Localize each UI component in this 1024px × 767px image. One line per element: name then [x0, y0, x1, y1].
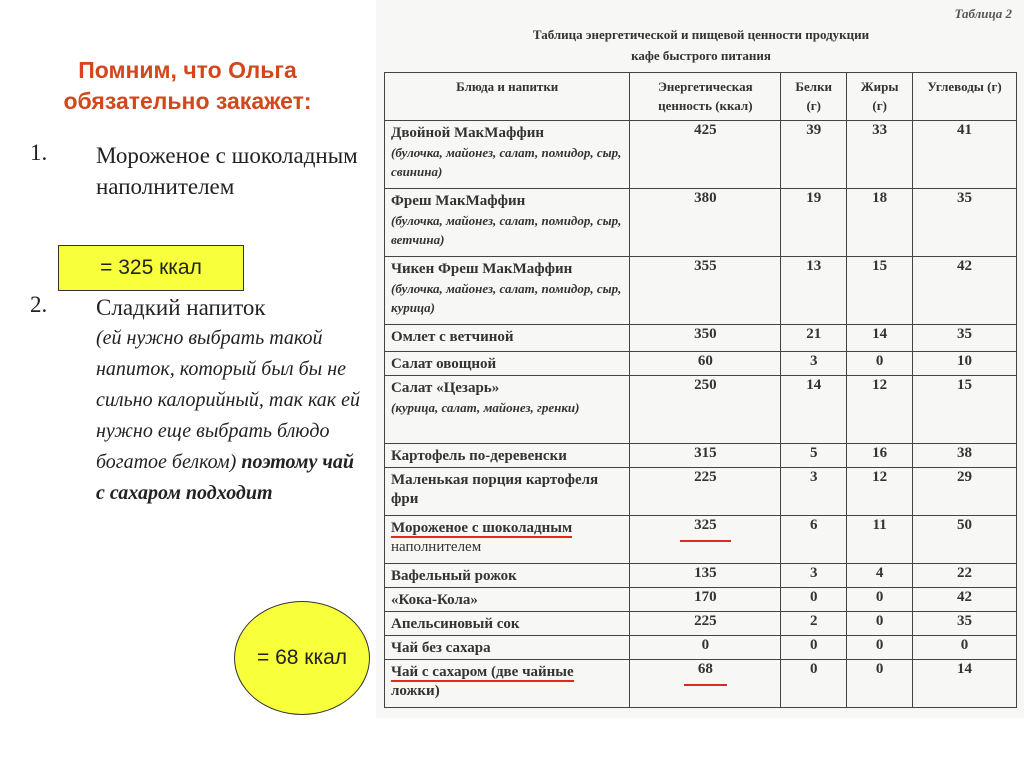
energy-value: 0	[701, 637, 710, 653]
row-name	[391, 257, 623, 279]
cell-fat: 4	[847, 564, 913, 588]
row-name	[391, 660, 623, 682]
energy-value: 135	[694, 565, 717, 581]
table-header-row	[385, 73, 1017, 121]
table-row	[385, 257, 1017, 325]
cell-protein: 3	[781, 468, 847, 516]
energy-value: 68	[684, 660, 727, 686]
row-name	[391, 612, 623, 634]
cell-carbs: 0	[913, 636, 1017, 660]
energy-value: 60	[697, 353, 713, 369]
header-fat: Жиры (г)	[847, 73, 913, 121]
cell-energy	[630, 257, 781, 325]
row-name	[391, 516, 623, 538]
calories-circle-tea: = 68 ккал	[234, 601, 370, 715]
note-text: (ей нужно выбрать такой напиток, который был бы не сильно калорийный, так как ей нужно еще выбрать блюдо богатое белком)	[96, 327, 361, 473]
cell-protein: 21	[781, 325, 847, 352]
cell-carbs: 35	[913, 189, 1017, 257]
row-name-text: Мороженое с шоколадным	[391, 520, 573, 536]
cell-dish	[385, 352, 630, 376]
row-name-text: «Кока-Кола»	[391, 592, 478, 608]
cell-protein: 13	[781, 257, 847, 325]
list-number: 1.	[30, 140, 48, 165]
cell-fat: 11	[847, 516, 913, 564]
cell-dish	[385, 660, 630, 708]
row-name	[391, 325, 623, 347]
energy-value: 225	[694, 469, 717, 485]
row-name-text: Картофель по-деревенски	[391, 448, 567, 464]
header-protein: Белки (г)	[781, 73, 847, 121]
cell-energy	[630, 352, 781, 376]
row-name-text: Чай без сахара	[391, 640, 491, 656]
cell-energy	[630, 516, 781, 564]
row-name	[391, 468, 623, 509]
table-row	[385, 325, 1017, 352]
row-name	[391, 121, 623, 143]
cell-energy	[630, 325, 781, 352]
note-conclusion: поэтому чай с сахаром подходит	[96, 451, 354, 504]
row-name	[391, 636, 623, 658]
cell-dish	[385, 121, 630, 189]
cell-fat: 0	[847, 588, 913, 612]
energy-value: 225	[694, 613, 717, 629]
row-name-text: Апельсиновый сок	[391, 616, 520, 632]
row-desc: (булочка, майонез, салат, помидор, сыр, ветчина)	[391, 213, 622, 247]
row-name-text: Салат «Цезарь»	[391, 380, 500, 396]
row-name	[391, 189, 623, 211]
list-item-text: Мороженое с шоколадным наполнителем	[96, 143, 358, 199]
row-name-text: Салат овощной	[391, 356, 497, 372]
cell-energy	[630, 588, 781, 612]
cell-energy	[630, 468, 781, 516]
cell-protein: 2	[781, 612, 847, 636]
calories-box-ice-cream: = 325 ккал	[58, 245, 244, 291]
table-title-line2: кафе быстрого питания	[631, 48, 771, 63]
row-desc: (курица, салат, майонез, гренки)	[391, 400, 580, 415]
table-row	[385, 564, 1017, 588]
row-name-text: Фреш МакМаффин	[391, 193, 526, 209]
cell-energy	[630, 636, 781, 660]
cell-energy	[630, 564, 781, 588]
cell-protein: 0	[781, 660, 847, 708]
cell-fat: 12	[847, 468, 913, 516]
cell-energy	[630, 612, 781, 636]
table-number-label: Таблица 2	[954, 6, 1012, 21]
cell-protein: 0	[781, 636, 847, 660]
cell-carbs: 29	[913, 468, 1017, 516]
table-row	[385, 588, 1017, 612]
cell-dish	[385, 588, 630, 612]
row-name	[391, 444, 623, 466]
table-row	[385, 444, 1017, 468]
energy-value: 315	[694, 445, 717, 461]
cell-fat: 0	[847, 660, 913, 708]
row-name-text: Двойной МакМаффин	[391, 125, 544, 141]
cell-protein: 0	[781, 588, 847, 612]
row-name-text: Маленькая порция картофеля фри	[391, 472, 599, 507]
energy-value: 350	[694, 326, 717, 342]
cell-carbs: 15	[913, 376, 1017, 444]
energy-value: 425	[694, 122, 717, 138]
cell-carbs: 42	[913, 257, 1017, 325]
cell-dish	[385, 564, 630, 588]
energy-value: 380	[694, 190, 717, 206]
cell-fat: 18	[847, 189, 913, 257]
table-row	[385, 352, 1017, 376]
cell-dish	[385, 516, 630, 564]
cell-energy	[630, 376, 781, 444]
cell-dish	[385, 636, 630, 660]
cell-energy	[630, 660, 781, 708]
list-item-title: Сладкий напиток	[96, 295, 266, 320]
row-name	[391, 376, 623, 398]
table-row	[385, 376, 1017, 444]
cell-carbs: 10	[913, 352, 1017, 376]
table-row	[385, 660, 1017, 708]
cell-carbs: 35	[913, 325, 1017, 352]
list-item-body	[96, 292, 366, 509]
cell-protein: 39	[781, 121, 847, 189]
cell-carbs: 38	[913, 444, 1017, 468]
cell-protein: 6	[781, 516, 847, 564]
cell-carbs: 42	[913, 588, 1017, 612]
row-name	[391, 564, 623, 586]
cell-dish	[385, 189, 630, 257]
cell-carbs: 50	[913, 516, 1017, 564]
row-name-text: Омлет с ветчиной	[391, 329, 514, 345]
row-desc: (булочка, майонез, салат, помидор, сыр, свинина)	[391, 145, 622, 179]
cell-energy	[630, 121, 781, 189]
energy-value: 325	[680, 516, 731, 542]
cell-carbs: 41	[913, 121, 1017, 189]
list-item-note	[96, 323, 366, 509]
list-number: 2.	[30, 292, 48, 317]
table-row	[385, 189, 1017, 257]
row-name-cont: наполнителем	[391, 539, 482, 555]
table-title	[416, 24, 986, 66]
cell-fat: 16	[847, 444, 913, 468]
row-name	[391, 352, 623, 374]
cell-fat: 12	[847, 376, 913, 444]
row-name	[391, 588, 623, 610]
table-row	[385, 516, 1017, 564]
cell-protein: 3	[781, 352, 847, 376]
scanned-table-panel	[376, 0, 1024, 718]
cell-protein: 19	[781, 189, 847, 257]
cell-fat: 33	[847, 121, 913, 189]
row-name-cont: ложки)	[391, 683, 440, 699]
row-name-text: Чикен Фреш МакМаффин	[391, 261, 573, 277]
cell-protein: 5	[781, 444, 847, 468]
cell-fat: 0	[847, 612, 913, 636]
table-row	[385, 121, 1017, 189]
cell-dish	[385, 468, 630, 516]
energy-value: 170	[694, 589, 717, 605]
cell-dish	[385, 612, 630, 636]
cell-protein: 14	[781, 376, 847, 444]
table-row	[385, 636, 1017, 660]
table-title-line1: Таблица энергетической и пищевой ценности продукции	[532, 27, 870, 42]
cell-fat: 14	[847, 325, 913, 352]
header-energy: Энергетическая ценность (ккал)	[630, 73, 781, 121]
cell-dish	[385, 325, 630, 352]
cell-fat: 15	[847, 257, 913, 325]
cell-energy	[630, 189, 781, 257]
nutrition-table	[384, 72, 1017, 708]
cell-carbs: 22	[913, 564, 1017, 588]
table-row	[385, 468, 1017, 516]
slide-heading: Помним, что Ольга обязательно закажет:	[63, 57, 312, 114]
cell-energy	[630, 444, 781, 468]
row-name-text: Чай с сахаром (две чайные	[391, 664, 574, 680]
cell-fat: 0	[847, 352, 913, 376]
cell-dish	[385, 257, 630, 325]
cell-fat: 0	[847, 636, 913, 660]
cell-dish	[385, 376, 630, 444]
header-carbs: Углеводы (г)	[913, 73, 1017, 121]
cell-carbs: 35	[913, 612, 1017, 636]
row-name-text: Вафельный рожок	[391, 568, 517, 584]
energy-value: 250	[694, 377, 717, 393]
cell-carbs: 14	[913, 660, 1017, 708]
header-dish: Блюда и напитки	[385, 73, 630, 121]
energy-value: 355	[694, 258, 717, 274]
table-row	[385, 612, 1017, 636]
cell-protein: 3	[781, 564, 847, 588]
row-desc: (булочка, майонез, салат, помидор, сыр, курица)	[391, 281, 622, 315]
cell-dish	[385, 444, 630, 468]
